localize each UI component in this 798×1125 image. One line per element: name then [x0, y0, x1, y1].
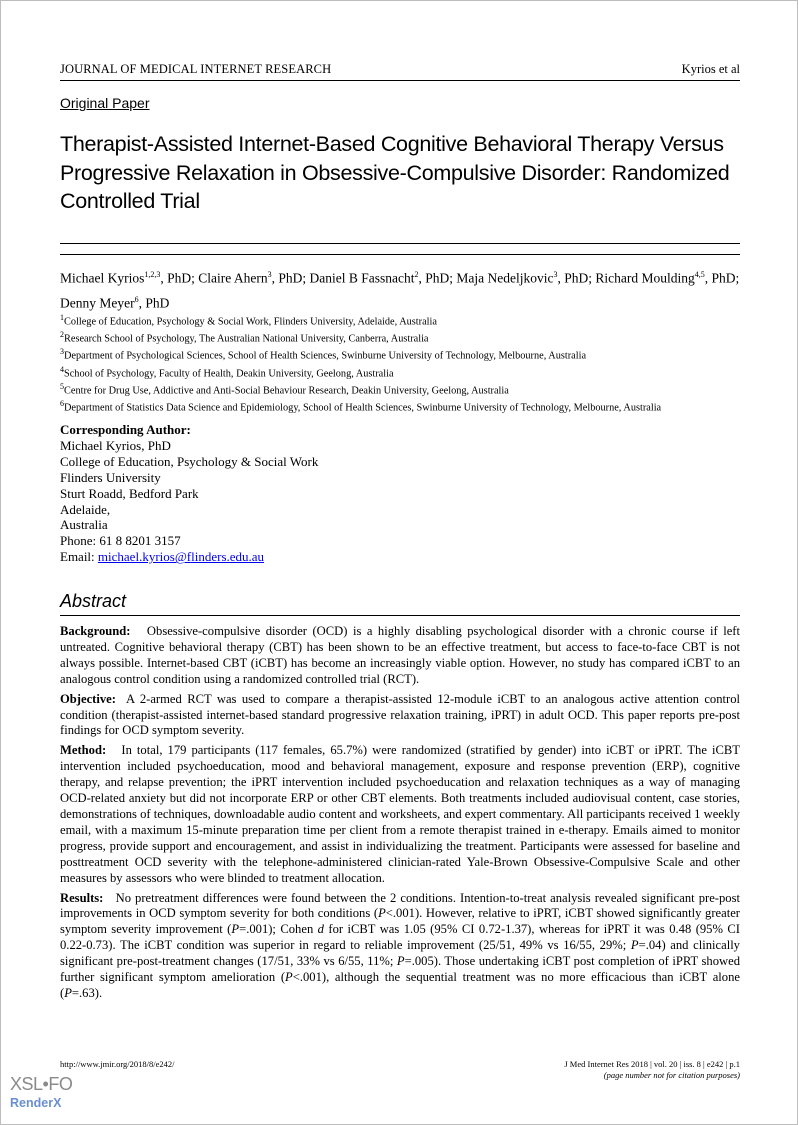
- journal-name: JOURNAL OF MEDICAL INTERNET RESEARCH: [60, 62, 332, 76]
- affiliation-number: 5: [60, 381, 64, 391]
- author-name: Maja Nedeljkovic: [456, 270, 554, 286]
- address-line: Flinders University: [60, 469, 161, 485]
- abstract-heading: Abstract: [60, 591, 127, 611]
- corresponding-author-name: Michael Kyrios, PhD: [60, 437, 171, 453]
- affiliation-item: [60, 343, 750, 360]
- email-line: [60, 549, 318, 565]
- article-title: Therapist-Assisted Internet-Based Cognitive Behavioral Therapy Versus Progressive Relaxation in Obsessive-Compulsive Disorder: Randomized Controlled Trial: [60, 132, 730, 213]
- affiliation-list: [60, 309, 750, 412]
- corresponding-author-block: [60, 422, 318, 565]
- footer-note: (page number not for citation purposes): [603, 1070, 740, 1080]
- address-line: College of Education, Psychology & Social Work: [60, 453, 319, 469]
- affiliation-item: [60, 361, 750, 378]
- results-text: for iCBT was 1.05 (95% CI 0.72-1.37), whereas for iPRT it was 0.48 (95% CI 0.22-0.73). The iCBT condition was superior in regard to reliable improvement (25/51, 49% vs 16/55, 29%;: [60, 922, 740, 953]
- footer-citation: J Med Internet Res 2018 | vol. 20 | iss. 8 | e242 | p.1: [564, 1059, 740, 1069]
- email-label: Email:: [60, 549, 98, 565]
- address-line: Australia: [60, 517, 108, 533]
- abstract-method: [60, 743, 740, 886]
- objective-text: A 2-armed RCT was used to compare a therapist-assisted 12-module iCBT to an analogous active attention control condition (therapist-assisted internet-based standard progressive relaxation training, iPRT) in adult OCD. This paper reports pre-post findings for OCD symptom severity.: [60, 691, 740, 738]
- author-degree: , PhD;: [704, 270, 740, 286]
- affiliation-number: 1: [60, 313, 64, 322]
- title-rule-bottom: [60, 254, 740, 255]
- footer-citation-block: [564, 1059, 740, 1081]
- author-affil-ref: 2: [414, 270, 419, 279]
- abstract-body: [60, 624, 740, 1006]
- watermark-line1: XSL•FO: [10, 1074, 73, 1094]
- footer-url: http://www.jmir.org/2018/8/e242/: [60, 1059, 175, 1069]
- results-text: P=.04) and clinically significant pre-post-treatment changes (17/51, 33% vs 6/55, 11%;: [60, 938, 740, 969]
- article-type-label: Original Paper: [60, 95, 150, 111]
- author-degree: , PhD;: [160, 270, 199, 286]
- affiliation-number: 3: [60, 347, 64, 357]
- address-line: Adelaide,: [60, 501, 111, 517]
- running-header: [60, 62, 740, 78]
- background-text: Obsessive-compulsive disorder (OCD) is a highly disabling psychological disorder with a chronic course if left untreated. Cognitive behavioral therapy (CBT) has been shown to be an effective treatment, but access to face-to-face CBT is not always possible. Internet-based CBT (iCBT) has become an increasingly viable option. However, no study has compared iCBT to an analogous control condition using a randomized controlled trial (RCT).: [60, 624, 740, 686]
- background-label: Background:: [60, 624, 131, 638]
- author-name: Daniel B Fassnacht: [309, 270, 415, 286]
- author-affil-ref: 4,5: [694, 270, 705, 279]
- affiliation-text: School of Psychology, Faculty of Health, Deakin University, Geelong, Australia: [64, 367, 394, 379]
- author-name: Richard Moulding: [595, 270, 695, 286]
- affiliation-number: 4: [60, 364, 64, 374]
- author-degree: , PhD;: [271, 270, 310, 286]
- affiliation-number: 6: [60, 398, 64, 408]
- author-list: [60, 264, 750, 313]
- results-text: d: [317, 922, 324, 937]
- address-line: Sturt Roadd, Bedford Park: [60, 485, 199, 501]
- watermark-line2: RenderX: [10, 1096, 62, 1110]
- results-text: P=.005). Those undertaking iCBT post completion of iPRT showed further significant symptom amelioration (: [60, 954, 740, 985]
- results-text: P<.001). However, relative to iPRT, iCBT showed significantly greater symptom severity improvement (: [60, 906, 740, 937]
- abstract-rule: [60, 615, 740, 616]
- running-author: Kyrios et al: [681, 62, 740, 76]
- abstract-background: [60, 624, 740, 688]
- method-label: Method:: [60, 743, 107, 758]
- author-name: Denny Meyer: [60, 295, 135, 310]
- affiliation-text: Research School of Psychology, The Australian National University, Canberra, Australia: [64, 333, 429, 345]
- objective-label: Objective:: [60, 691, 116, 706]
- author-affil-ref: 3: [553, 270, 558, 279]
- corresponding-author-label: Corresponding Author:: [60, 422, 191, 437]
- results-label: Results:: [60, 890, 104, 905]
- results-text: P<.001), although the sequential treatment was no more efficacious than iCBT alone (: [60, 970, 740, 1000]
- author-affil-ref: 6: [134, 294, 139, 304]
- affiliation-text: Centre for Drug Use, Addictive and Anti-Social Behaviour Research, Deakin University, Geelong, Australia: [64, 385, 509, 397]
- author-degree: , PhD;: [557, 270, 596, 286]
- affiliation-item: [60, 395, 750, 412]
- affiliation-number: 2: [60, 330, 64, 340]
- affiliation-text: Department of Psychological Sciences, School of Health Sciences, Swinburne University of Technology, Melbourne, Australia: [64, 350, 587, 362]
- author-degree: , PhD: [138, 295, 170, 310]
- author-name: Claire Ahern: [198, 270, 268, 286]
- author-affil-ref: 3: [267, 270, 272, 279]
- results-text: P=.001); Cohen: [231, 922, 318, 937]
- title-rule-top: [60, 243, 740, 244]
- abstract-results: [60, 891, 740, 1002]
- affiliation-item: [60, 326, 750, 343]
- method-text: In total, 179 participants (117 females, 65.7%) were randomized (stratified by gender) into iCBT or iPRT. The iCBT intervention included psychoeducation, mood and behavioral management, exposure and response prevention (ERP), cognitive therapy, and relapse prevention; the iPRT intervention included psychoeducation and relaxation techniques as a way of managing OCD-related anxiety but did not incorporate ERP or other CBT elements. Both treatments included audiovisual content, case stories, demonstrations of techniques, downloadable audio content and worksheets, and expert commentary. All participants received 1 weekly email, with a maximum 15-minute preparation time per client from a remote therapist trained in e-therapy. Emails aimed to monitor progress, provide support and encouragement, and assist in individualizing the treatment. Participants were assessed for baseline and posttreatment OCD severity with the telephone-administered clinician-rated Yale-Brown Obsessive-Compulsive Scale and other measures by assessors who were blinded to treatment allocation.: [60, 743, 740, 885]
- affiliation-text: Department of Statistics Data Science and Epidemiology, School of Health Sciences, Swinburne University of Technology, Melbourne, Australia: [64, 402, 662, 414]
- phone-number: Phone: 61 8 8201 3157: [60, 533, 181, 549]
- affiliation-item: [60, 309, 750, 326]
- abstract-objective: [60, 692, 740, 740]
- affiliation-item: [60, 378, 750, 395]
- results-text: No pretreatment differences were found between the 2 conditions. Intention-to-treat analysis revealed significant pre-post improvements in OCD symptom severity for both conditions (: [60, 890, 740, 921]
- author-degree: , PhD;: [418, 270, 457, 286]
- author-name: Michael Kyrios: [60, 270, 145, 286]
- affiliation-text: College of Education, Psychology & Social Work, Flinders University, Adelaide, Australia: [64, 316, 437, 328]
- author-affil-ref: 1,2,3: [144, 270, 161, 279]
- header-rule: [60, 80, 740, 81]
- results-text: P=.63).: [64, 985, 103, 1000]
- email-link[interactable]: michael.kyrios@flinders.edu.au: [97, 549, 265, 565]
- renderer-watermark: [10, 1075, 72, 1110]
